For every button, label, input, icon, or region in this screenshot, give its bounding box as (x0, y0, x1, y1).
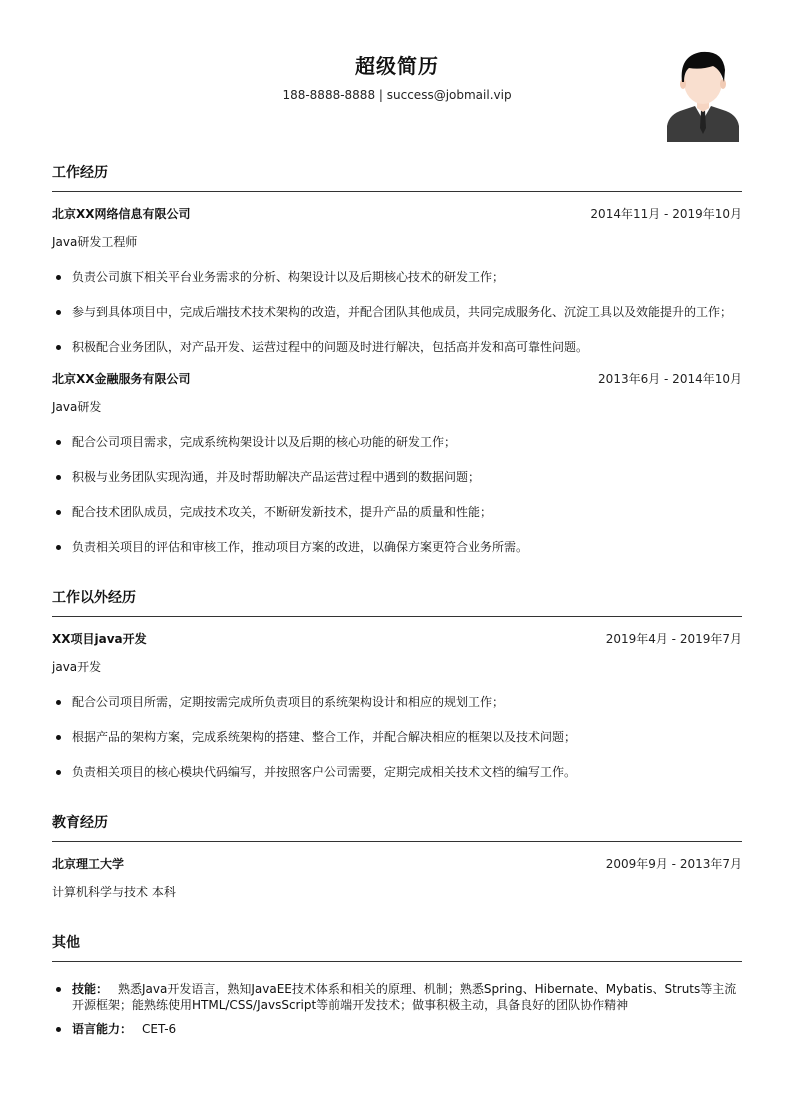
date-range: 2014年11月 - 2019年10月 (590, 207, 742, 221)
project-name: XX项目java开发 (52, 632, 147, 646)
work-entry (52, 206, 742, 355)
date-range: 2019年4月 - 2019年7月 (605, 632, 742, 646)
section-title: 工作以外经历 (52, 587, 742, 617)
school-name: 北京理工大学 (52, 857, 125, 871)
list-item (52, 1021, 742, 1037)
list-item: 负责公司旗下相关平台业务需求的分析、构架设计以及后期核心技术的研发工作； (52, 269, 742, 285)
extra-experience-section (52, 587, 742, 780)
other-section (52, 932, 742, 1037)
list-item: 配合技术团队成员，完成技术攻关，不断研发新技术，提升产品的质量和性能； (52, 504, 742, 520)
major-degree: 计算机科学与技术 本科 (52, 885, 176, 899)
list-item: 积极与业务团队实现沟通，并及时帮助解决产品运营过程中遇到的数据问题； (52, 469, 742, 485)
skills-label: 技能： (72, 982, 109, 996)
language-label: 语言能力： (72, 1022, 133, 1036)
date-range: 2009年9月 - 2013年7月 (605, 857, 742, 871)
list-item: 配合公司项目需求，完成系统构架设计以及后期的核心功能的研发工作； (52, 434, 742, 450)
resume-body (52, 162, 742, 1037)
education-entry (52, 856, 742, 900)
work-entry (52, 371, 742, 555)
company-name: 北京XX金融服务有限公司 (52, 372, 191, 386)
resume-name: 超级简历 (355, 54, 439, 78)
section-title: 工作经历 (52, 162, 742, 192)
project-role: java开发 (52, 660, 102, 674)
date-range: 2013年6月 - 2014年10月 (598, 372, 742, 386)
section-title: 其他 (52, 932, 742, 962)
list-item: 配合公司项目所需，定期按需完成所负责项目的系统架构设计和相应的规划工作； (52, 694, 742, 710)
skills-text: 熟悉Java开发语言，熟知JavaEE技术体系和相关的原理、机制；熟悉Spring、Hibernate、Mybatis、Struts等主流开源框架；能熟练使用HTML/CSS/JavsScript等前端开发技术；做事积极主动，具备良好的团队协作精神 (72, 982, 737, 1012)
project-entry (52, 631, 742, 780)
section-title: 教育经历 (52, 812, 742, 842)
work-experience-section (52, 162, 742, 555)
list-item: 参与到具体项目中，完成后端技术技术架构的改造，并配合团队其他成员，共同完成服务化、沉淀工具以及效能提升的工作； (52, 304, 742, 320)
job-title: Java研发 (52, 400, 102, 414)
list-item: 负责相关项目的核心模块代码编写，并按照客户公司需要，定期完成相关技术文档的编写工作。 (52, 764, 742, 780)
list-item (52, 981, 742, 1013)
list-item: 根据产品的架构方案，完成系统架构的搭建、整合工作，并配合解决相应的框架以及技术问题； (52, 729, 742, 745)
company-name: 北京XX网络信息有限公司 (52, 207, 191, 221)
list-item: 负责相关项目的评估和审核工作，推动项目方案的改进，以确保方案更符合业务所需。 (52, 539, 742, 555)
job-title: Java研发工程师 (52, 235, 138, 249)
language-text: CET-6 (142, 1022, 177, 1036)
list-item: 积极配合业务团队，对产品开发、运营过程中的问题及时进行解决，包括高并发和高可靠性问题。 (52, 339, 742, 355)
contact-info: 188-8888-8888 | success@jobmail.vip (282, 88, 512, 102)
education-section (52, 812, 742, 900)
avatar (667, 48, 739, 142)
resume-header (0, 0, 794, 150)
